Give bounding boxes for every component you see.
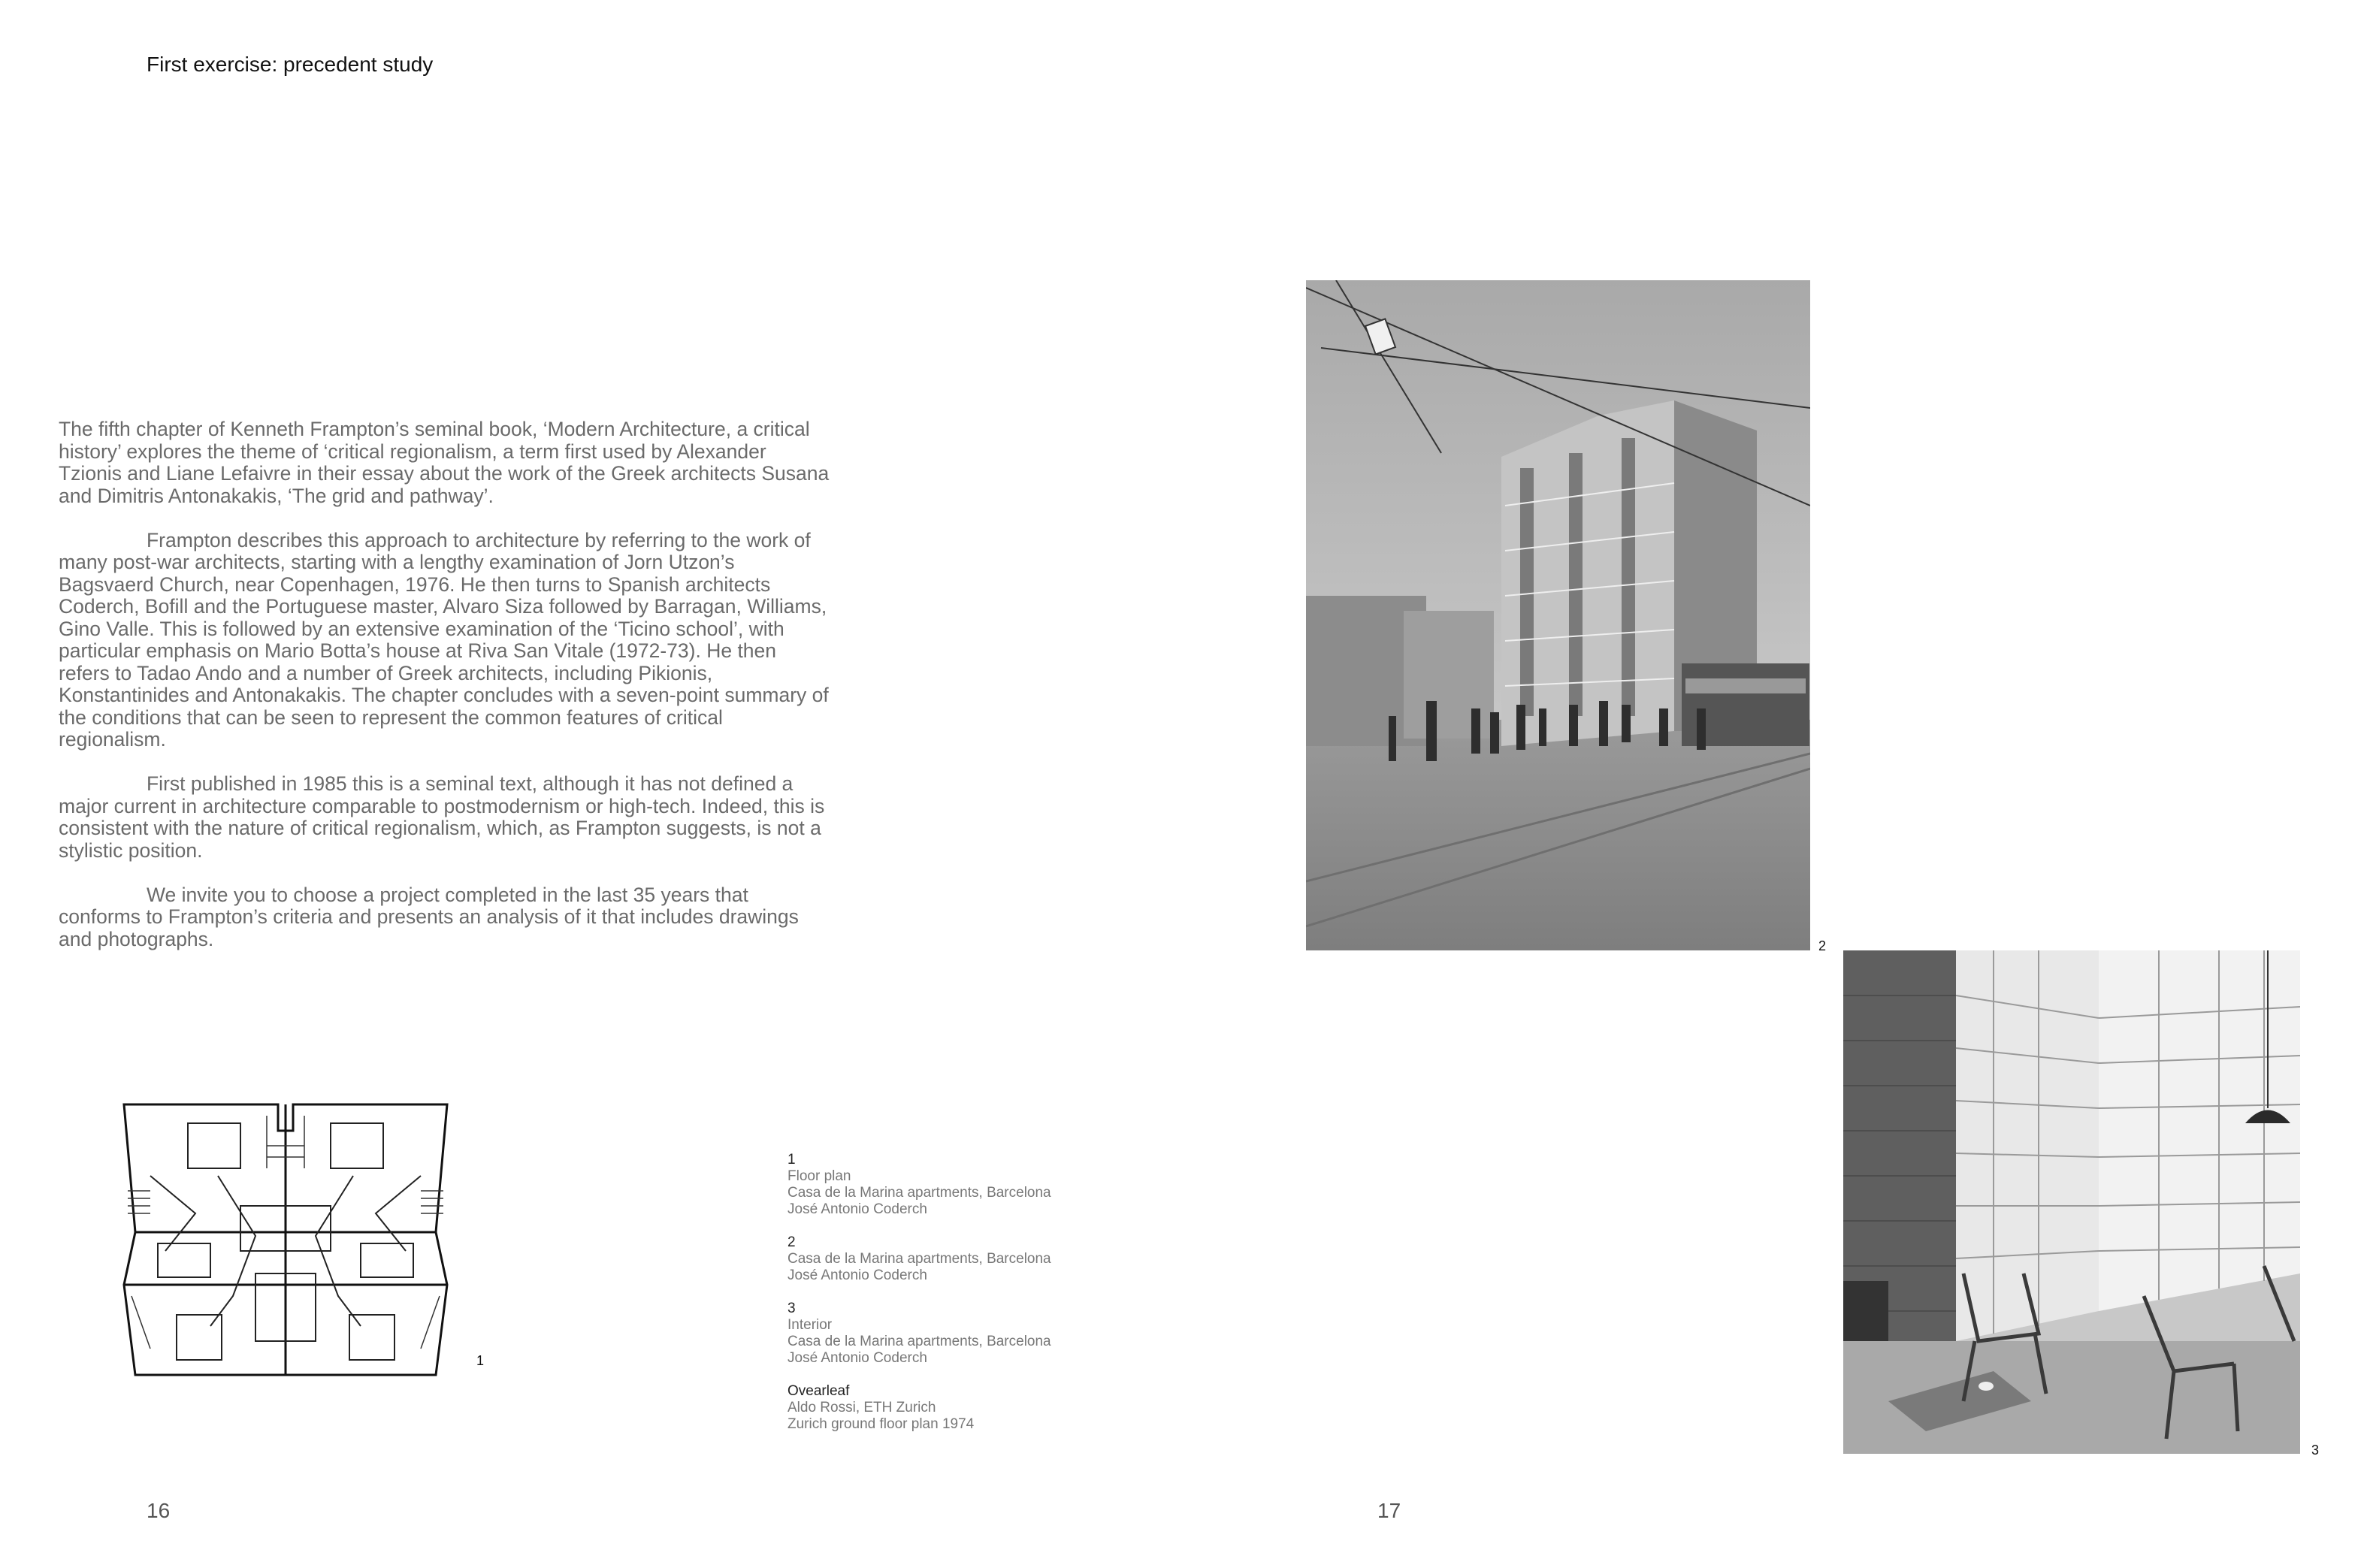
building-photo [1306,280,1810,950]
building-photo-icon [1306,280,1810,950]
interior-photo [1843,950,2300,1454]
caption-number: 1 [787,1152,796,1168]
caption-line: Zurich ground floor plan 1974 [787,1416,975,1432]
caption-line: José Antonio Coderch [787,1350,927,1366]
paragraph: Frampton describes this approach to architecture by referring to the work of many post-war architects, starting with a lengthy examination of Jorn Utzon’s Bagsvaerd Church, near Copenhagen, 1976. He then turns to Spanish architects Coderch, Bofill and the Portuguese master, Alvaro Siza followed by Barragan, Williams, Gino Valle. This is followed by an extensive examination of the ‘Ticino school’, with particular emphasis on Mario Botta’s house at Riva San Vitale (1972-73). He then refers to Tadao Ando and a number of Greek architects, including Pikionis, Konstantinides and Antonakakis. The chapter concludes with a seven-point summary of the conditions that can be seen to represent the common features of critical regionalism. [59,528,829,751]
caption-line: José Antonio Coderch [787,1267,927,1283]
interior-photo-icon [1843,950,2300,1454]
figure-1-number: 1 [476,1353,485,1368]
caption-line: Casa de la Marina apartments, Barcelona [787,1334,1051,1349]
floor-plan-drawing [120,1101,451,1379]
caption-line: Aldo Rossi, ETH Zurich [787,1400,936,1415]
floor-plan-icon [120,1101,451,1379]
caption-1 [787,1152,1178,1218]
caption-heading: Ovearleaf [787,1383,850,1399]
figure-captions [787,1152,1178,1449]
paragraph: First published in 1985 this is a seminal text, although it has not defined a major current in architecture comparable to postmodernism or high-tech. Indeed, this is consistent with the nature of critical regionalism, which, as Frampton suggests, is not a stylistic position. [59,772,825,862]
page-number-right: 17 [1377,1499,1401,1522]
caption-2 [787,1234,1178,1284]
running-header: First exercise: precedent study [147,53,434,76]
caption-line: Casa de la Marina apartments, Barcelona [787,1185,1051,1201]
caption-3 [787,1301,1178,1367]
caption-line: Casa de la Marina apartments, Barcelona [787,1251,1051,1267]
caption-overleaf [787,1383,1178,1433]
body-text [59,418,833,973]
paragraph: The fifth chapter of Kenneth Frampton’s seminal book, ‘Modern Architecture, a critical history’ explores the theme of ‘critical regionalism, a term first used by Alexander Tzionis and Liane Lefaivre in their essay about the work of the Greek architects Susana and Dimitris Antonakakis, ‘The grid and pathway’. [59,418,830,507]
figure-2-number: 2 [1818,938,1827,953]
caption-number: 3 [787,1301,796,1316]
paragraph: We invite you to choose a project completed in the last 35 years that conforms to Frampton’s criteria and presents an analysis of it that includes drawings and photographs. [59,883,799,950]
caption-line: Interior [787,1317,833,1333]
caption-number: 2 [787,1234,796,1250]
figure-3-number: 3 [2311,1443,2320,1458]
caption-line: José Antonio Coderch [787,1201,927,1217]
caption-line: Floor plan [787,1168,851,1184]
page-number-left: 16 [147,1499,171,1522]
